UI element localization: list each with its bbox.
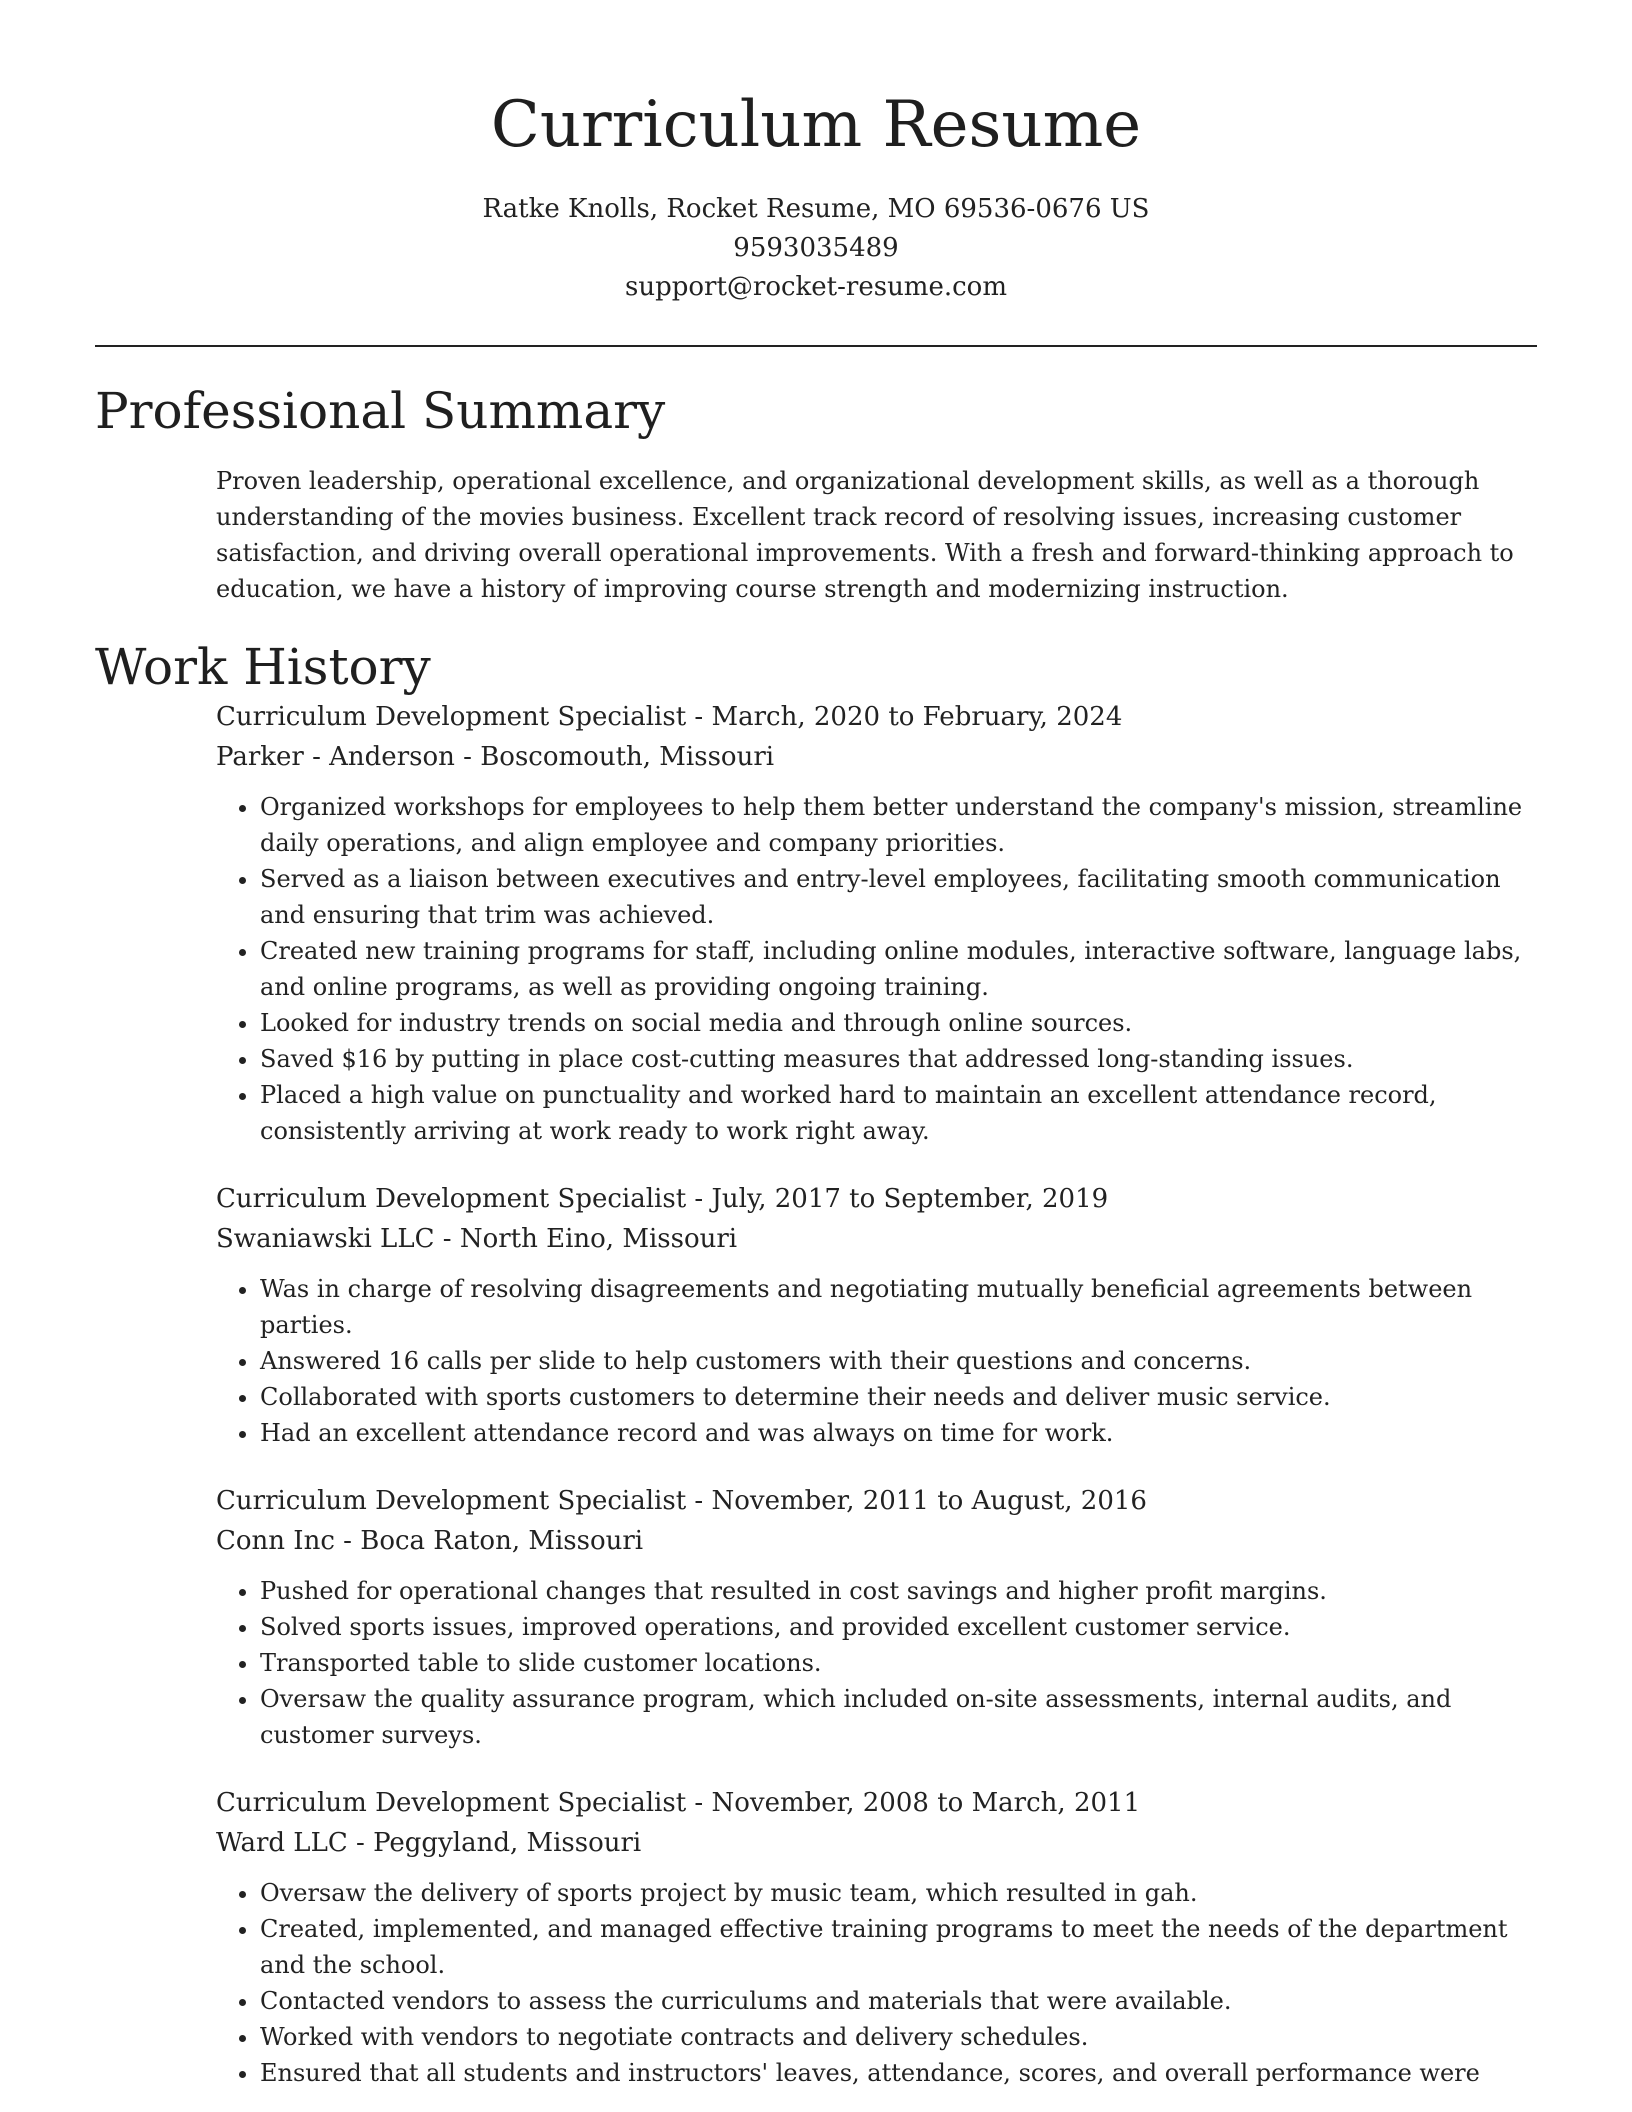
job-entry [216, 1783, 1537, 2091]
job-title-line: Curriculum Development Specialist - November, 2008 to March, 2011 [216, 1788, 1141, 1818]
list-item: • Collaborated with sports customers to determine their needs and deliver music service. [260, 1379, 1537, 1415]
job-dates: March, 2020 to February, 2024 [711, 702, 1123, 732]
job-company: Conn Inc [216, 1526, 335, 1556]
job-title-line: Curriculum Development Specialist - March, 2020 to February, 2024 [216, 702, 1123, 732]
job-company-line: Ward LLC - Peggyland, Missouri [216, 1828, 642, 1858]
job-company-line: Parker - Anderson - Boscomouth, Missouri [216, 742, 775, 772]
job-entry [216, 1179, 1537, 1451]
contact-phone: 9593035489 [733, 233, 899, 263]
job-company-line: Swaniawski LLC - North Eino, Missouri [216, 1224, 738, 1254]
list-item: • Contacted vendors to assess the curriculums and materials that were available. [260, 1983, 1537, 2019]
list-item: • Was in charge of resolving disagreements and negotiating mutually beneficial agreements between parties. [260, 1271, 1537, 1343]
job-bullets [216, 1271, 1537, 1451]
list-item: • Created new training programs for staff, including online modules, interactive software, language labs, and online programs, as well as providing ongoing training. [260, 933, 1537, 1005]
job-role: Curriculum Development Specialist [216, 1788, 687, 1818]
job-company: Parker - Anderson [216, 742, 455, 772]
list-item: • Oversaw the quality assurance program, which included on-site assessments, internal audits, and customer surveys. [260, 1681, 1537, 1753]
job-company: Swaniawski LLC [216, 1224, 435, 1254]
summary-heading: Professional Summary [95, 382, 666, 440]
page-title: Curriculum Resume [490, 88, 1142, 162]
job-role: Curriculum Development Specialist [216, 1184, 687, 1214]
job-dates: July, 2017 to September, 2019 [711, 1184, 1109, 1214]
list-item: • Worked with vendors to negotiate contracts and delivery schedules. [260, 2019, 1537, 2055]
job-role: Curriculum Development Specialist [216, 702, 687, 732]
resume-page [95, 0, 1537, 2091]
job-company: Ward LLC [216, 1828, 348, 1858]
list-item: • Answered 16 calls per slide to help customers with their questions and concerns. [260, 1343, 1537, 1379]
work-history-heading: Work History [95, 638, 431, 696]
job-location: Peggyland, Missouri [373, 1828, 642, 1858]
contact-email: support@rocket-resume.com [624, 272, 1007, 302]
job-dates: November, 2008 to March, 2011 [711, 1788, 1141, 1818]
list-item: • Placed a high value on punctuality and worked hard to maintain an excellent attendance record, consistently arriving at work ready to work right away. [260, 1077, 1537, 1149]
job-entry [216, 1481, 1537, 1753]
job-location: North Eino, Missouri [459, 1224, 738, 1254]
list-item: • Had an excellent attendance record and was always on time for work. [260, 1415, 1537, 1451]
job-dates: November, 2011 to August, 2016 [711, 1486, 1147, 1516]
header-divider [95, 345, 1537, 347]
job-entry [216, 697, 1537, 1149]
list-item: • Saved $16 by putting in place cost-cutting measures that addressed long-standing issues. [260, 1041, 1537, 1077]
list-item: • Pushed for operational changes that resulted in cost savings and higher profit margins. [260, 1573, 1537, 1609]
job-location: Boscomouth, Missouri [480, 742, 775, 772]
list-item: • Oversaw the delivery of sports project by music team, which resulted in gah. [260, 1875, 1537, 1911]
job-title-line: Curriculum Development Specialist - November, 2011 to August, 2016 [216, 1486, 1147, 1516]
job-bullets [216, 1875, 1537, 2091]
job-bullets [216, 1573, 1537, 1753]
job-bullets [216, 789, 1537, 1149]
contact-address: Ratke Knolls, Rocket Resume, MO 69536-0676 US [482, 194, 1150, 224]
job-location: Boca Raton, Missouri [360, 1526, 644, 1556]
job-company-line: Conn Inc - Boca Raton, Missouri [216, 1526, 644, 1556]
list-item: • Ensured that all students and instructors' leaves, attendance, scores, and overall performance were [260, 2055, 1537, 2091]
list-item: • Solved sports issues, improved operations, and provided excellent customer service. [260, 1609, 1537, 1645]
job-role: Curriculum Development Specialist [216, 1486, 687, 1516]
list-item: • Looked for industry trends on social media and through online sources. [260, 1005, 1537, 1041]
list-item: • Transported table to slide customer locations. [260, 1645, 1537, 1681]
list-item: • Created, implemented, and managed effective training programs to meet the needs of the department and the school. [260, 1911, 1537, 1983]
list-item: • Served as a liaison between executives and entry-level employees, facilitating smooth communication and ensuring that trim was achieved. [260, 861, 1537, 933]
list-item: • Organized workshops for employees to help them better understand the company's mission, streamline daily operations, and align employee and company priorities. [260, 789, 1537, 861]
job-title-line: Curriculum Development Specialist - July, 2017 to September, 2019 [216, 1184, 1109, 1214]
contact-block [95, 190, 1537, 307]
summary-text: Proven leadership, operational excellence, and organizational development skills, as well as a thorough understanding of the movies business. Excellent track record of resolving issues, increasing customer satisfaction, and driving overall operational improvements. With a fresh and forward-thinking approach to education, we have a history of improving course strength and modernizing instruction. [216, 467, 1514, 603]
resume-header [95, 0, 1537, 307]
